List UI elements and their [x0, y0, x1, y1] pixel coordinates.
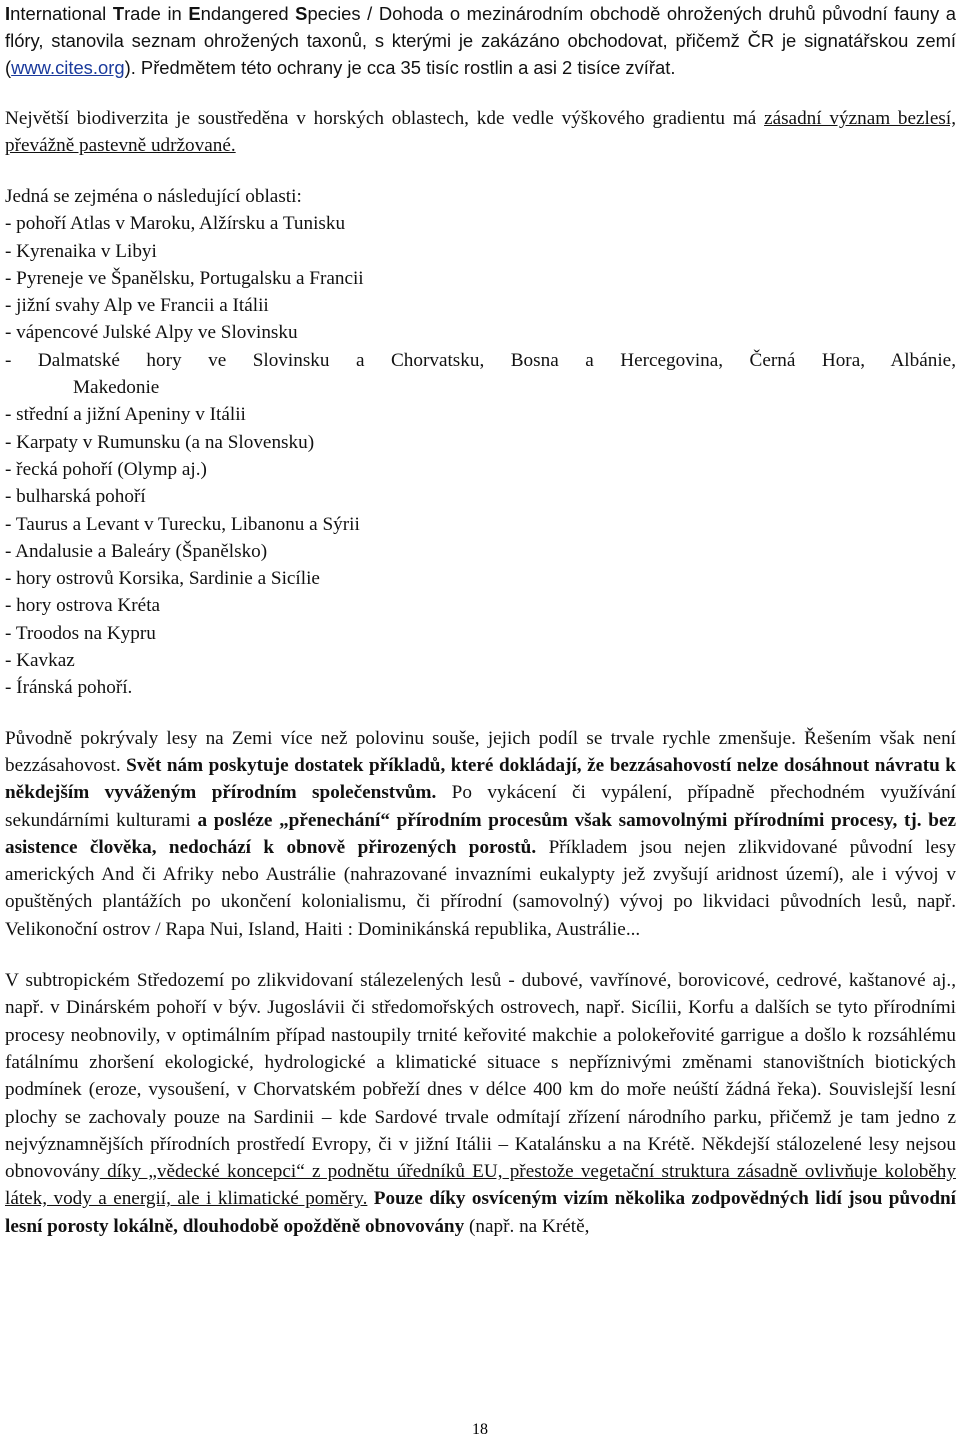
mediterranean-text: (např. na Krétě, [464, 1215, 590, 1237]
region-list-item: - Íránská pohoří. [5, 677, 133, 699]
biodiversity-paragraph [5, 105, 956, 159]
region-list-item: - střední a jižní Apeniny v Itálii [5, 404, 246, 426]
biodiversity-text: Největší biodiverzita je soustředěna v horských oblastech, kde vedle výškového gradientu má [5, 108, 765, 129]
region-list-item: - hory ostrovů Korsika, Sardinie a Sicílie [5, 568, 320, 590]
acronym-letter-s: S [295, 3, 308, 24]
region-list-item: - pohoří Atlas v Maroku, Alžírsku a Tunisku [5, 213, 346, 235]
forests-text: Původně pokrývaly lesy na Zemi více než polovinu souše, jejich podíl se trvale rychle zmenšuje. Řešením však není bezzásahovost. [5, 727, 956, 776]
regions-list [5, 210, 956, 701]
region-list-item: - Karpaty v Rumunsku (a na Slovensku) [5, 431, 315, 453]
forests-text: Příkladem jsou nejen zlikvidované původní lesy amerických And či Afriky nebo Austrálie (nahrazované invazními eukalypty jež zvyšují aridnost území), ale i vývoj v opuštěných plantážích po ukončení kolonialismu, či přírodní (samovolný) vývoj po likvidaci původních lesů, např. Velikonoční ostrov / Rapa Nui, Island, Haiti : Dominikánská republika, Austrálie... [5, 836, 956, 940]
region-list-item: - Pyreneje ve Španělsku, Portugalsku a Francii [5, 267, 364, 289]
mediterranean-underlined-text: díky „vědecké koncepci“ z podnětu úředníků EU, přestože vegetační struktura zásadně ovlivňuje koloběhy látek, vody a energií, ale i klimatické poměry. [5, 1161, 956, 1210]
intro-text: nternational [10, 3, 113, 24]
region-list-item: - Taurus a Levant v Turecku, Libanonu a Sýrii [5, 513, 360, 535]
intro-text: ). Předmětem této ochrany je cca 35 tisíc rostlin a asi 2 tisíce zvířat. [124, 57, 676, 78]
cites-link[interactable]: www.cites.org [11, 57, 125, 78]
region-list-item: - hory ostrova Kréta [5, 595, 161, 617]
forests-bold-text: a posléze „přenechání“ přírodním procesům však samovolnými přírodními procesy, tj. bez asistence člověka, nedochází k obnově přirozených porostů. [5, 809, 956, 858]
mediterranean-bold-text: Pouze díky osvíceným vizím několika zodpovědných lidí jsou původní lesní porosty lokálně, dlouhodobě opožděně obnovovány [5, 1188, 956, 1237]
region-list-item: - Dalmatské hory ve Slovinsku a Chorvatsku, Bosna a Hercegovina, Černá Hora, Albánie, [5, 349, 956, 371]
intro-text: pecies / Dohoda o mezinárodním obchodě ohrožených druhů původní fauny a flóry, stanovila seznam ohrožených taxonů, s kterými je zakázáno obchodovat, přičemž ČR je signatářskou zemí ( [5, 3, 956, 78]
acronym-letter-t: T [112, 3, 125, 24]
intro-text: rade in [124, 3, 189, 24]
mediterranean-text: V subtropickém Středozemí po zlikvidovaní stálezelených lesů - dubové, vavřínové, borovicové, cedrové, kaštanové aj., např. v Dinárském pohoří v býv. Jugoslávii či středomořských ostrovech, např. Sicílii, Korfu a dalších se tyto přírodními procesy neobnovily, v optimálním případ nastoupily trnité keřovité makchie a polokeřovité garrigue a došlo k rozsáhlému fatálnímu zhoršení ekologické, hydrologické a klimatické situace s nepříznivými změnami stanovištních biotických podmínek (eroze, vysoušení, v Chorvatském pobřeží dnes v délce 400 km do moře neúští žádná řeka). Souvislejší lesní plochy se zachovaly pouze na Sardinii – kde Sardové trvale odmítají zřízení národního parku, přičemž je tam jedno z nejvýznamnějších přírodních prostředí Evropy, či v jižní Itálii – Katalánsku a na Krétě. Někdejší stálozelené lesy nejsou obnovovány [5, 970, 956, 1183]
region-list-item: Makedonie [73, 377, 160, 399]
region-list-item: - jižní svahy Alp ve Francii a Itálii [5, 295, 269, 317]
region-list-item: - Troodos na Kypru [5, 622, 156, 644]
region-list-item: - Kavkaz [5, 650, 75, 672]
biodiversity-underlined-text: zásadní význam bezlesí, převážně pastevně udržované. [5, 108, 956, 156]
region-list-item: - Kyrenaika v Libyi [5, 240, 157, 262]
acronym-letter-i: I [5, 3, 11, 24]
mediterranean-paragraph [5, 967, 956, 1240]
forests-bold-text: Svět nám poskytuje dostatek příkladů, které dokládají, že bezzásahovostí nelze dosáhnout návratu k někdejším vyváženým přírodním společenstvům. [5, 754, 956, 804]
forests-paragraph [5, 725, 956, 943]
region-list-item: - řecká pohoří (Olymp aj.) [5, 458, 207, 480]
forests-text: Po vykácení či vypálení, případně přechodném využívání sekundárními kulturami [5, 782, 957, 831]
acronym-letter-e: E [188, 3, 201, 24]
region-list-item: - bulharská pohoří [5, 486, 146, 508]
regions-intro: Jedná se zejména o následující oblasti: [5, 186, 302, 207]
page-number: 18 [472, 1421, 488, 1438]
region-list-item: - vápencové Julské Alpy ve Slovinsku [5, 322, 298, 344]
region-list-item: - Andalusie a Baleáry (Španělsko) [5, 540, 268, 562]
intro-text: ndangered [200, 3, 296, 24]
intro-paragraph [5, 0, 956, 81]
